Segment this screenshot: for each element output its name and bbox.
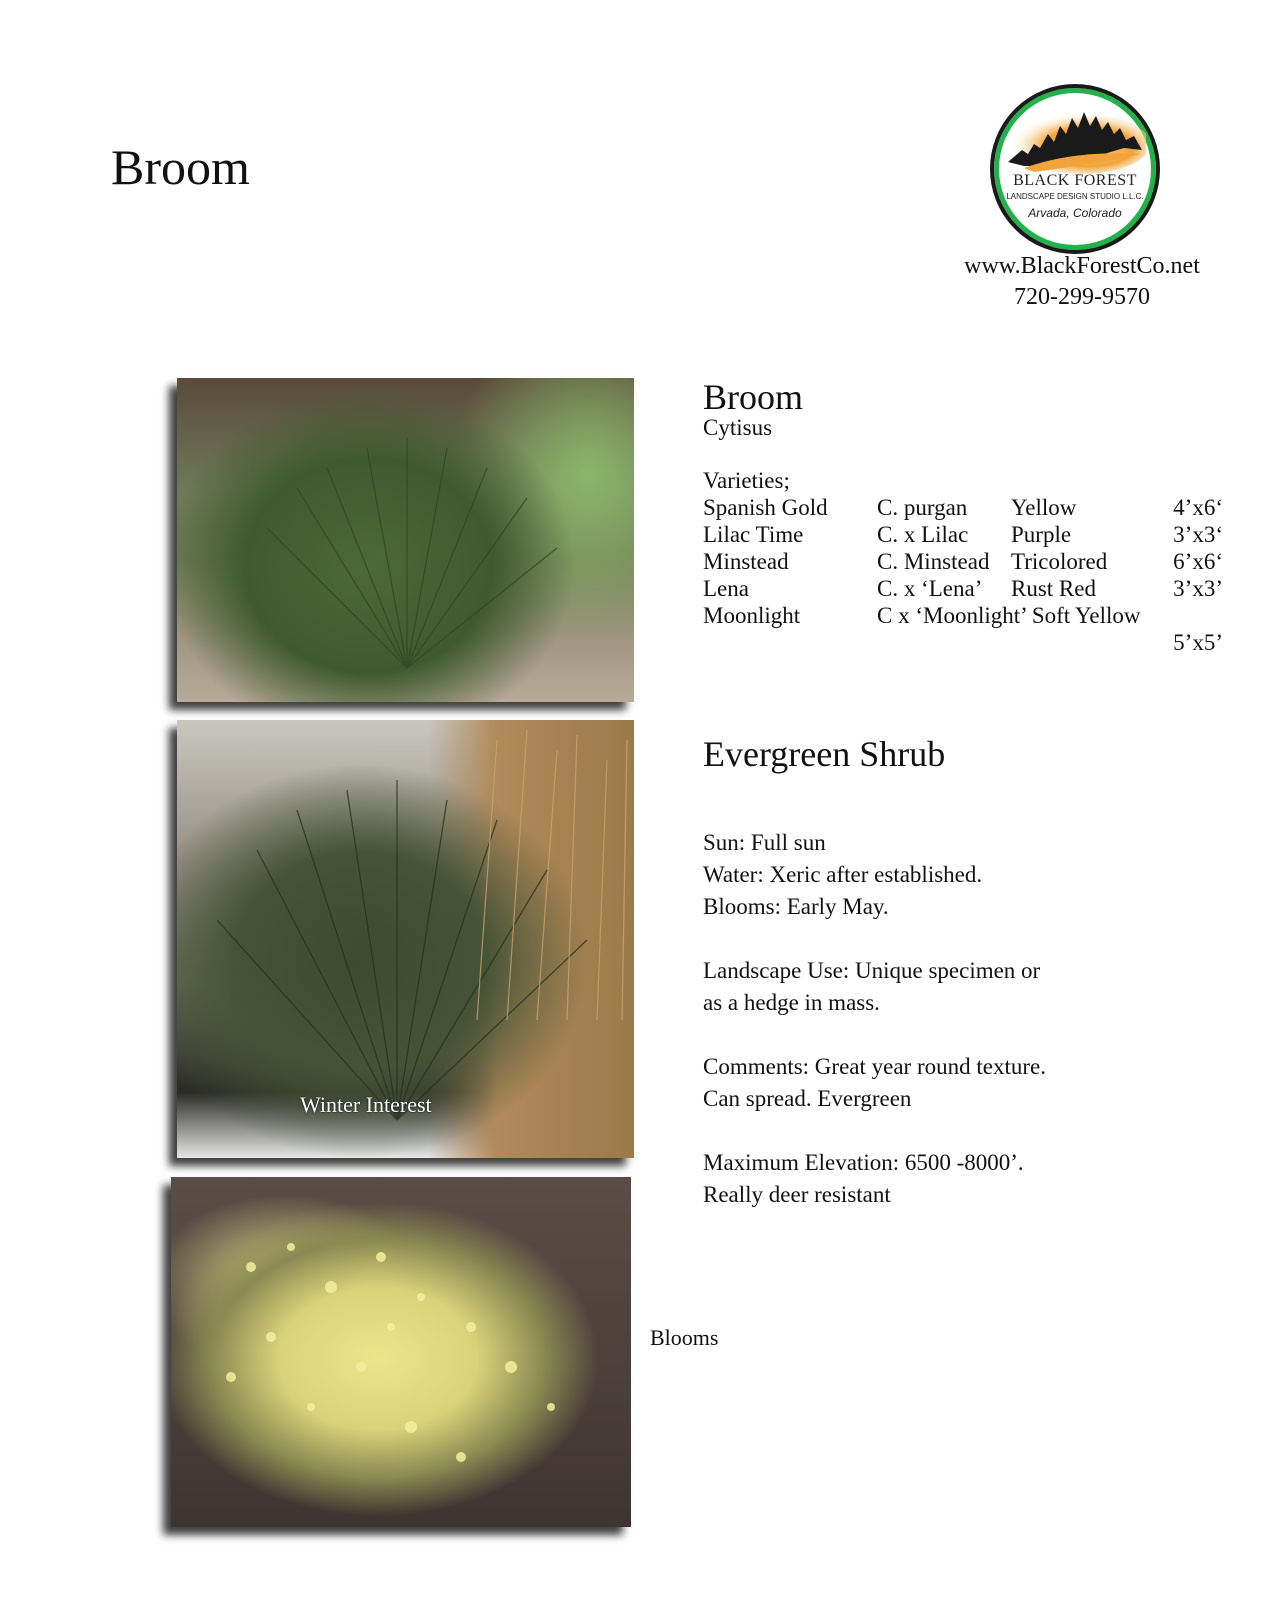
plant-type-heading: Evergreen Shrub xyxy=(703,734,946,774)
variety-name: Spanish Gold xyxy=(703,495,828,520)
forest-silhouette-icon xyxy=(1004,104,1146,174)
variety-size: 6’x6‘ xyxy=(1173,549,1223,574)
variety-species: C. purgan xyxy=(877,495,968,520)
blooms-label: Blooms xyxy=(650,1325,719,1350)
variety-color: Yellow xyxy=(1011,495,1077,520)
landscape-use-line-1: Landscape Use: Unique specimen or xyxy=(703,958,1041,983)
variety-size: 3’x3‘ xyxy=(1173,522,1223,547)
page-title: Broom xyxy=(111,139,250,195)
winter-interest-caption: Winter Interest xyxy=(300,1092,432,1117)
variety-name: Lena xyxy=(703,576,749,601)
variety-color: Purple xyxy=(1011,522,1072,547)
variety-size: 5’x5’ xyxy=(1173,630,1223,655)
variety-species: C. x Lilac xyxy=(877,522,969,547)
comments-line-2: Can spread. Evergreen xyxy=(703,1086,912,1111)
landscape-use-line-2: as a hedge in mass. xyxy=(703,990,880,1015)
max-elevation: Maximum Elevation: 6500 -8000’. xyxy=(703,1150,1024,1175)
variety-species: C x ‘Moonlight’ Soft Yellow xyxy=(877,603,1141,628)
variety-row xyxy=(703,522,1223,549)
website-link[interactable]: www.BlackForestCo.net xyxy=(964,253,1200,279)
variety-color xyxy=(1146,603,1223,630)
variety-row xyxy=(703,603,1223,630)
sun-requirement: Sun: Full sun xyxy=(703,830,826,855)
broom-winter-photo xyxy=(177,720,634,1158)
varieties-table xyxy=(703,495,1223,657)
company-logo xyxy=(990,84,1160,254)
variety-name: Minstead xyxy=(703,549,789,574)
variety-size: 3’x3’ xyxy=(1173,576,1223,601)
comments-line-1: Comments: Great year round texture. xyxy=(703,1054,1046,1079)
plant-common-name: Broom xyxy=(703,377,804,417)
water-requirement: Water: Xeric after established. xyxy=(703,862,983,887)
variety-name: Lilac Time xyxy=(703,522,804,547)
deer-resistance: Really deer resistant xyxy=(703,1182,891,1207)
variety-row xyxy=(703,630,1223,657)
plant-botanical-name: Cytisus xyxy=(703,415,773,440)
variety-color: Rust Red xyxy=(1011,576,1096,601)
broom-blooms-photo xyxy=(171,1177,631,1527)
variety-row xyxy=(703,576,1223,603)
variety-color: Tricolored xyxy=(1011,549,1108,574)
variety-species: C. x ‘Lena’ xyxy=(877,576,983,601)
variety-row xyxy=(703,495,1223,522)
broom-summer-photo xyxy=(177,378,634,702)
blooming-shrub-image xyxy=(171,1177,631,1527)
variety-size: 4’x6‘ xyxy=(1173,495,1223,520)
logo-subtitle: LANDSCAPE DESIGN STUDIO L.L.C. xyxy=(1006,192,1144,201)
varieties-heading: Varieties; xyxy=(703,468,790,493)
bloom-time: Blooms: Early May. xyxy=(703,894,889,919)
variety-name: Moonlight xyxy=(703,603,801,628)
phone-number: 720-299-9570 xyxy=(1014,284,1150,310)
variety-species: C. Minstead xyxy=(877,549,990,574)
logo-city: Arvada, Colorado xyxy=(1028,206,1122,220)
broom-shrub-image xyxy=(177,378,634,702)
logo-company-name: BLACK FOREST xyxy=(1013,172,1137,189)
variety-row xyxy=(703,549,1223,576)
